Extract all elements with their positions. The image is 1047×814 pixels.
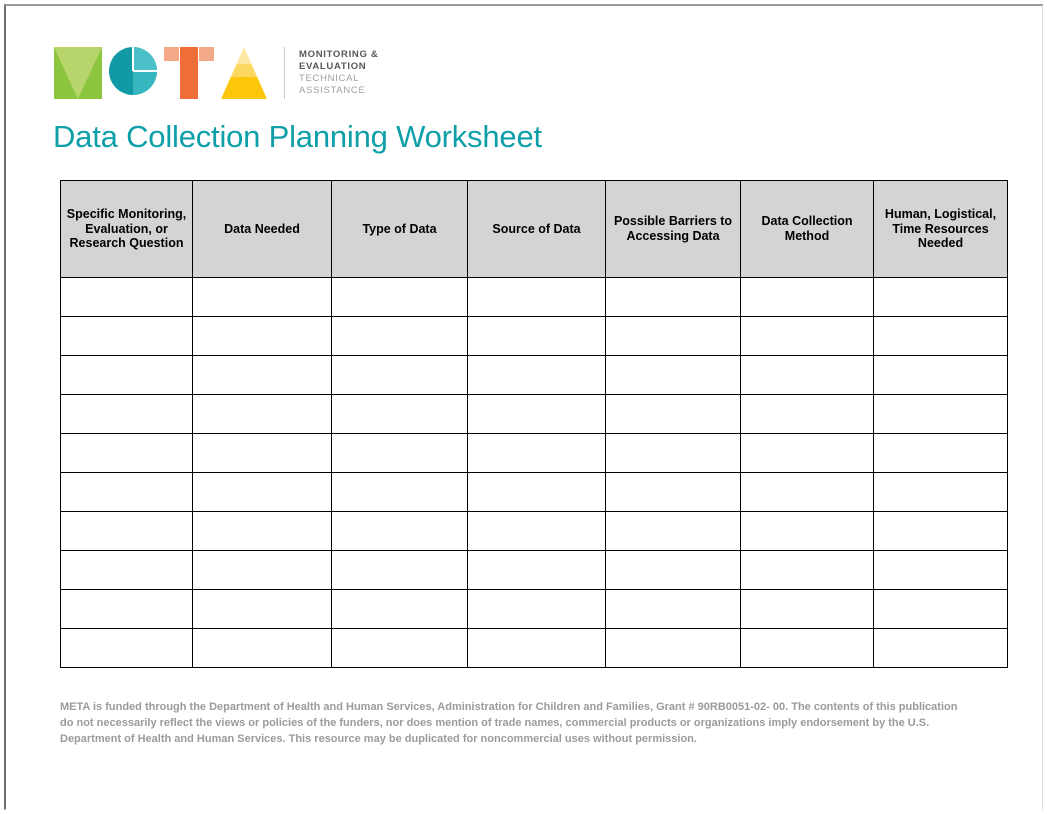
logo-letter-marks — [54, 47, 274, 99]
table-row — [61, 356, 1008, 395]
table-cell[interactable] — [332, 434, 468, 473]
table-cell[interactable] — [193, 551, 332, 590]
column-header-data-needed: Data Needed — [193, 181, 332, 278]
table-cell[interactable] — [332, 473, 468, 512]
table-cell[interactable] — [61, 278, 193, 317]
wordmark-line-4: ASSISTANCE — [299, 85, 366, 97]
table-cell[interactable] — [61, 629, 193, 668]
logo-wordmark — [299, 49, 378, 98]
table-cell[interactable] — [468, 551, 606, 590]
logo-letter-t-icon — [164, 47, 214, 99]
table-cell[interactable] — [332, 629, 468, 668]
logo-letter-e-icon — [109, 47, 157, 99]
table-cell[interactable] — [606, 590, 741, 629]
table-cell[interactable] — [332, 395, 468, 434]
table-row — [61, 629, 1008, 668]
table-cell[interactable] — [874, 590, 1008, 629]
table-cell[interactable] — [741, 590, 874, 629]
table-cell[interactable] — [741, 473, 874, 512]
logo-letter-a-icon — [221, 47, 267, 99]
table-cell[interactable] — [61, 317, 193, 356]
table-cell[interactable] — [468, 590, 606, 629]
table-row — [61, 317, 1008, 356]
table-cell[interactable] — [61, 590, 193, 629]
table-cell[interactable] — [741, 317, 874, 356]
table-cell[interactable] — [874, 512, 1008, 551]
table-cell[interactable] — [193, 629, 332, 668]
table-row — [61, 434, 1008, 473]
table-cell[interactable] — [61, 512, 193, 551]
table-cell[interactable] — [468, 395, 606, 434]
table-cell[interactable] — [874, 629, 1008, 668]
table-row — [61, 512, 1008, 551]
wordmark-line-1: MONITORING & — [299, 48, 379, 60]
column-header-type-of-data: Type of Data — [332, 181, 468, 278]
column-header-resources-needed: Human, Logistical, Time Resources Needed — [874, 181, 1008, 278]
table-cell[interactable] — [468, 317, 606, 356]
table-cell[interactable] — [741, 278, 874, 317]
table-cell[interactable] — [193, 395, 332, 434]
logo-divider — [284, 47, 285, 99]
funding-disclaimer-footer: META is funded through the Department of Health and Human Services, Administration for Children and Families, Grant # 90RB0051-02- 00. The contents of this publication do not necessarily reflect the views or policies of the funders, nor does mention of trade names, commercial products or organizations imply endorsement by the U.S. Department of Health and Human Services. This resource may be duplicated for noncommercial uses without permission. — [60, 701, 958, 745]
table-cell[interactable] — [874, 395, 1008, 434]
table-cell[interactable] — [468, 629, 606, 668]
table-body — [61, 278, 1008, 668]
table-cell[interactable] — [332, 278, 468, 317]
table-cell[interactable] — [193, 317, 332, 356]
table-cell[interactable] — [332, 512, 468, 551]
table-cell[interactable] — [193, 278, 332, 317]
column-header-possible-barriers: Possible Barriers to Accessing Data — [606, 181, 741, 278]
table-cell[interactable] — [606, 278, 741, 317]
table-row — [61, 551, 1008, 590]
table-cell[interactable] — [468, 473, 606, 512]
table-cell[interactable] — [606, 512, 741, 551]
table-cell[interactable] — [468, 512, 606, 551]
table-cell[interactable] — [332, 317, 468, 356]
column-header-question: Specific Monitoring, Evaluation, or Research Question — [61, 181, 193, 278]
table-cell[interactable] — [874, 356, 1008, 395]
table-cell[interactable] — [193, 434, 332, 473]
table-header-row — [61, 181, 1008, 278]
logo-letter-m-icon — [54, 47, 102, 99]
table-cell[interactable] — [61, 551, 193, 590]
table-cell[interactable] — [741, 629, 874, 668]
wordmark-line-2: EVALUATION — [299, 60, 367, 72]
table-cell[interactable] — [332, 551, 468, 590]
table-cell[interactable] — [61, 473, 193, 512]
table-cell[interactable] — [874, 317, 1008, 356]
table-cell[interactable] — [606, 473, 741, 512]
table-row — [61, 395, 1008, 434]
document-page — [4, 4, 1043, 810]
table-row — [61, 473, 1008, 512]
page-title: Data Collection Planning Worksheet — [53, 119, 542, 154]
table-cell[interactable] — [741, 395, 874, 434]
table-cell[interactable] — [61, 356, 193, 395]
table-cell[interactable] — [193, 590, 332, 629]
table-cell[interactable] — [332, 590, 468, 629]
table-cell[interactable] — [741, 551, 874, 590]
column-header-source-of-data: Source of Data — [468, 181, 606, 278]
table-cell[interactable] — [193, 356, 332, 395]
table-cell[interactable] — [606, 317, 741, 356]
table-cell[interactable] — [332, 356, 468, 395]
table-cell[interactable] — [606, 356, 741, 395]
table-cell[interactable] — [874, 434, 1008, 473]
table-cell[interactable] — [606, 551, 741, 590]
wordmark-line-3: TECHNICAL — [299, 73, 360, 84]
table-cell[interactable] — [468, 434, 606, 473]
table-cell[interactable] — [741, 356, 874, 395]
table-cell[interactable] — [874, 473, 1008, 512]
table-row — [61, 278, 1008, 317]
table-cell[interactable] — [193, 512, 332, 551]
table-cell[interactable] — [61, 434, 193, 473]
table-cell[interactable] — [61, 395, 193, 434]
data-collection-planning-table — [60, 180, 1008, 668]
table-cell[interactable] — [741, 434, 874, 473]
table-cell[interactable] — [193, 473, 332, 512]
table-cell[interactable] — [606, 434, 741, 473]
table-cell[interactable] — [606, 395, 741, 434]
table-cell[interactable] — [874, 551, 1008, 590]
table-cell[interactable] — [874, 278, 1008, 317]
table-cell[interactable] — [468, 278, 606, 317]
meta-logo — [54, 44, 378, 102]
table-row — [61, 590, 1008, 629]
table-cell[interactable] — [606, 629, 741, 668]
table-cell[interactable] — [468, 356, 606, 395]
table-cell[interactable] — [741, 512, 874, 551]
column-header-collection-method: Data Collection Method — [741, 181, 874, 278]
